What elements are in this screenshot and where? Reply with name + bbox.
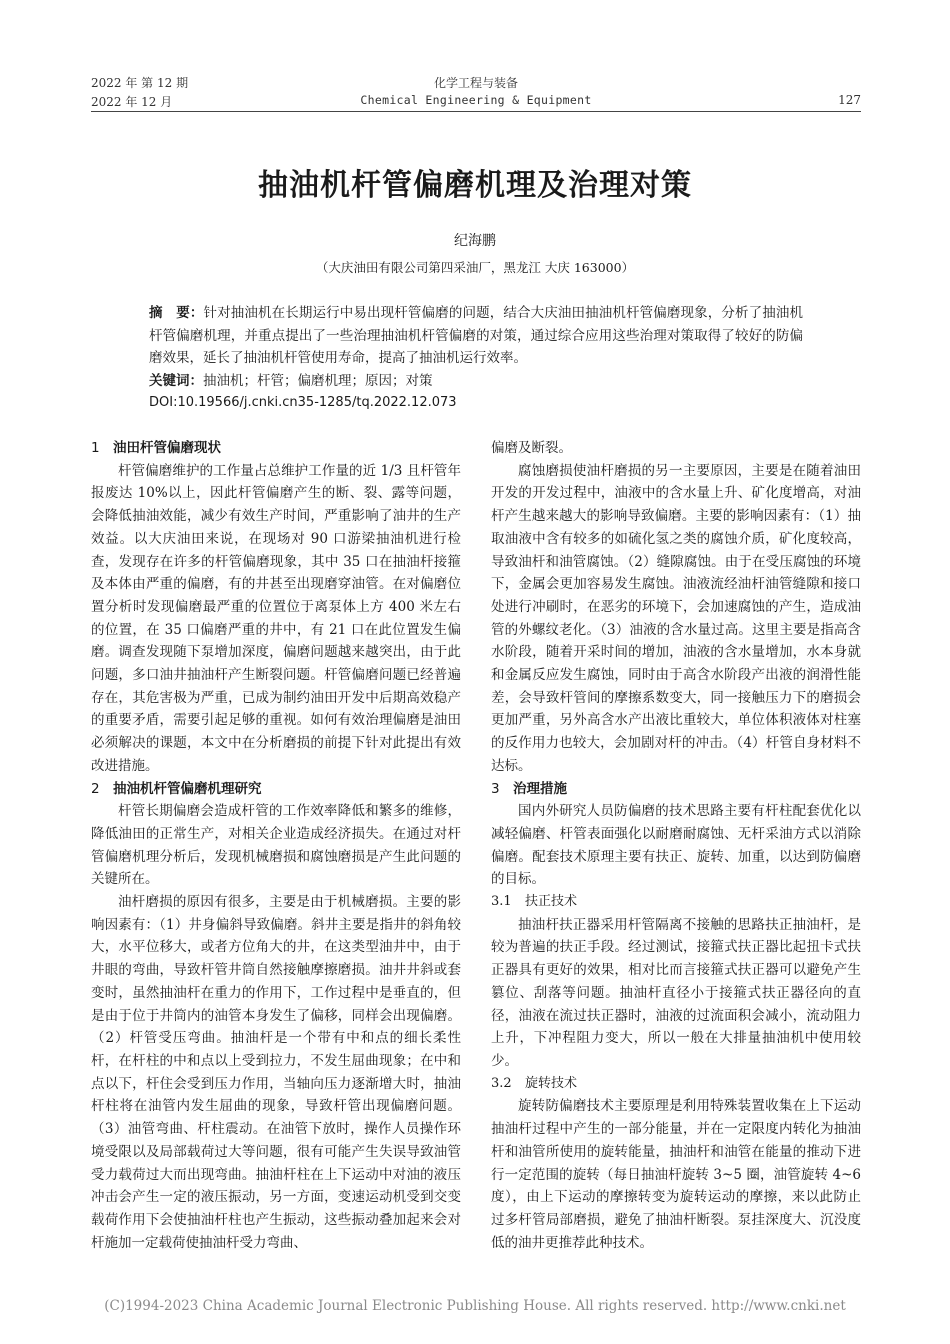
- header-issue: 2022 年 第 12 期: [91, 76, 189, 90]
- author-affiliation: （大庆油田有限公司第四采油厂，黑龙江 大庆 163000）: [315, 260, 635, 275]
- section-2-paragraph-3: 腐蚀磨损使油杆磨损的另一主要原因，主要是在随着油田开发的开发过程中，油液中的含水量上升、矿化度增高，对油杆产生越来越大的影响导致偏磨。主要的影响因素有：（1）抽取油液中含有较多的如硫化氢之类的腐蚀介质，矿化度较高，导致油杆和油管腐蚀。（2）缝隙腐蚀。由于在受压腐蚀的环境下，金属会更加容易发生腐蚀。油液流经油杆油管缝隙和接口处进行冲刷时，在恶劣的环境下，会加速腐蚀的产生，造成油管的外螺纹老化。（3）油液的含水量过高。这里主要是指高含水阶段，随着开采时间的增加，油液的含水量增加，水本身就和金属反应发生腐蚀，同时由于高含水阶段产出液的润滑性能差，会导致杆管间的摩擦系数变大，同一接触压力下的磨损会更加严重，另外高含水产出液比重较大，单位体积液体对柱塞的反作用力也较大，会加剧对杆的冲击。（4）杆管自身材料不达标。: [491, 462, 861, 774]
- section-1-heading: 1 油田杆管偏磨现状: [91, 440, 221, 456]
- keywords: [149, 370, 803, 393]
- abstract-label: 摘 要：: [149, 305, 204, 321]
- section-3-1-paragraph: 抽油杆扶正器采用杆管隔离不接触的思路扶正抽油杆，是较为普遍的扶正手段。经过测试，接箍式扶正器比起扭卡式扶正器具有更好的效果，相对比而言接箍式扶正器可以避免产生篡位、刮落等问题。抽油杆直径小于接箍式扶正器径向的直径，油液在流过扶正器时，油液的过流面积会减小，流动阻力上升，下冲程阻力变大，所以一般在大排量抽油机中使用较少。: [491, 916, 861, 1069]
- article-author: 纪海鹏: [454, 233, 496, 249]
- section-1-paragraph: 杆管偏磨维护的工作量占总维护工作量的近 1/3 且杆管年报废达 10%以上，因此杆管偏磨产生的断、裂、露等问题，会降低抽油效能，减少有效生产时间，严重影响了油井的生产效益。以大庆油田来说，在现场对 90 口游梁抽油机进行检查，发现存在许多的杆管偏磨现象，其中 35 口在抽油杆接箍及本体由严重的偏磨，有的井甚至出现磨穿油管。在对偏磨位置分析时发现偏磨最严重的位置位于离泵体上方 400 米左右的位置，在 35 口偏磨严重的井中，有 21 口在此位置发生偏磨。调查发现随下泵增加深度，偏磨问题越来越突出，由于此问题，多口油井抽油杆产生断裂问题。杆管偏磨问题已经普遍存在，其危害极为严重，已成为制约油田开发中后期高效稳产的重要矛盾，需要引起足够的重视。如何有效治理偏磨是油田必须解决的课题，本文中在分析磨损的前提下针对此提出有效改进措施。: [91, 462, 461, 774]
- abstract-block: [149, 302, 803, 415]
- header-journal-en: Chemical Engineering & Equipment: [360, 93, 592, 107]
- abstract: [149, 302, 803, 370]
- section-3-1-heading: 3.1 扶正技术: [491, 894, 578, 910]
- section-2-heading: 2 抽油机杆管偏磨机理研究: [91, 780, 262, 797]
- section-3-heading: 3 治理措施: [491, 780, 567, 797]
- right-column: [491, 437, 861, 1254]
- doi: DOI:10.19566/j.cnki.cn35-1285/tq.2022.12.073: [149, 395, 457, 410]
- section-2-paragraph-2-continued: 偏磨及断裂。: [491, 440, 572, 456]
- abstract-text: 针对抽油机在长期运行中易出现杆管偏磨的问题，结合大庆油田抽油机杆管偏磨现象，分析了抽油机杆管偏磨机理，并重点提出了一些治理抽油机杆管偏磨的对策，通过综合应用这些治理对策取得了较好的防偏磨效果，延长了抽油机杆管使用寿命，提高了抽油机运行效率。: [149, 305, 804, 366]
- section-2-paragraph-1: 杆管长期偏磨会造成杆管的工作效率降低和繁多的维修，降低油田的正常生产，对相关企业造成经济损失。在通过对杆管偏磨机理分析后，发现机械磨损和腐蚀磨损是产生此问题的关键所在。: [91, 803, 461, 888]
- header-date: 2022 年 12 月: [91, 95, 173, 109]
- section-2-paragraph-2: 油杆磨损的原因有很多，主要是由于机械磨损。主要的影响因素有：（1）井身偏斜导致偏磨。斜井主要是指井的斜角较大，水平位移大，或者方位角大的井，在这类型油井中，由于井眼的弯曲，导致杆管井筒自然接触摩擦磨损。油井井斜或套变时，虽然抽油杆在重力的作用下，工作过程中是垂直的，但是由于位于井筒内的油管本身发生了偏移，同样会出现偏磨。（2）杆管受压弯曲。抽油杆是一个带有中和点的细长柔性杆，在杆柱的中和点以上受到拉力，不发生屈曲现象；在中和点以下，杆住会受到压力作用，当轴向压力逐渐增大时，抽油杆柱将在油管内发生屈曲的现象，导致杆管出现偏磨问题。（3）油管弯曲、杆柱震动。在油管下放时，操作人员操作环境受限以及局部载荷过大等问题，很有可能产生失误导致油管受力载荷过大而出现弯曲。抽油杆柱在上下运动中对油的液压冲击会产生一定的液压振动，另一方面，变速运动机受到交变载荷作用下会使抽油杆柱也产生振动，这些振动叠加起来会对杆施加一定载荷使抽油杆受力弯曲、: [91, 894, 461, 1251]
- left-column: [91, 437, 461, 1254]
- section-3-2-paragraph: 旋转防偏磨技术主要原理是利用特殊装置收集在上下运动抽油杆过程中产生的一部分能量，并在一定限度内转化为抽油杆和油管所使用的旋转能量，抽油杆和油管在能量的推动下进行一定范围的旋转（每日抽油杆旋转 3~5 圈，油管旋转 4~6 度），由上下运动的摩擦转变为旋转运动的摩擦，来以此防止过多杆管局部磨损，避免了抽油杆断裂。泵挂深度大、沉没度低的油井更推荐此种技术。: [491, 1098, 861, 1251]
- keywords-text: 抽油机；杆管；偏磨机理；原因；对策: [203, 372, 433, 389]
- header-journal-cn: 化学工程与装备: [433, 76, 518, 90]
- section-3-paragraph: 国内外研究人员防偏磨的技术思路主要有杆柱配套优化以减轻偏磨、杆管表面强化以耐磨耐腐蚀、无杆采油方式以消除偏磨。配套技术原理主要有扶正、旋转、加重，以达到防偏磨的目标。: [491, 803, 861, 888]
- keywords-label: 关键词：: [149, 372, 203, 389]
- section-3-2-heading: 3.2 旋转技术: [491, 1075, 578, 1091]
- copyright-footer: (C)1994-2023 China Academic Journal Electronic Publishing House. All rights reserved. http://www.cnki.net: [104, 1298, 846, 1314]
- header-rule: [91, 111, 861, 112]
- header-page-number: 127: [838, 93, 861, 107]
- article-title: 抽油机杆管偏磨机理及治理对策: [258, 168, 692, 203]
